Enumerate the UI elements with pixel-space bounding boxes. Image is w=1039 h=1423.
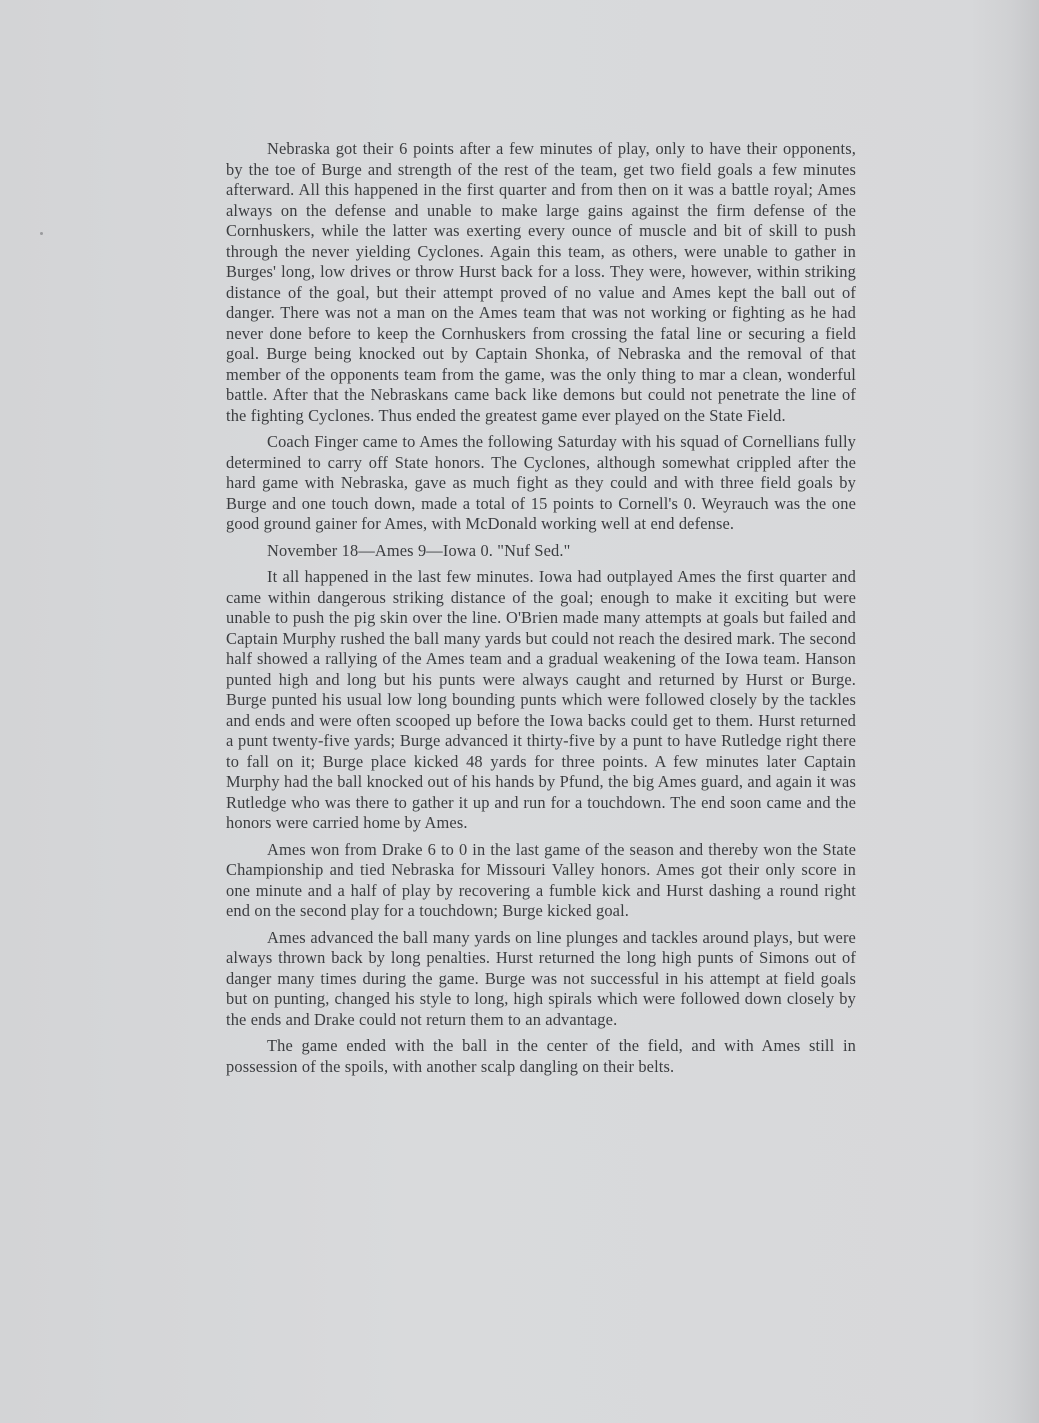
- article-body: [226, 139, 856, 1077]
- page-edge-shadow: [969, 0, 1039, 1423]
- paragraph-drake-details: Ames advanced the ball many yards on line plunges and tackles around plays, but were always thrown back by long penalties. Hurst returned the long high punts of Simons out of danger many times during the game. Burge was not successful in his attempt at field goals but on punting, changed his style to long, high spirals which were followed down closely by the ends and Drake could not return them to an advantage.: [226, 927, 856, 1029]
- paragraph-cornell-game: Coach Finger came to Ames the following Saturday with his squad of Cornellians fully determined to carry off State honors. The Cyclones, although somewhat crippled after the hard game with Nebraska, gave as much fight as they could and with three field goals by Burge and one touch down, made a total of 15 points to Cornell's 0. Weyrauch was the one good ground gainer for Ames, with McDonald working well at end defense.: [226, 432, 856, 533]
- paragraph-nebraska-game: Nebraska got their 6 points after a few minutes of play, only to have their opponents, by the toe of Burge and strength of the rest of the team, get two field goals a few minutes afterward. All this happened in the first quarter and from then on it was a battle royal; Ames always on the defense and unable to make large gains against the firm defense of the Cornhuskers, while the latter was exerting every ounce of muscle and bit of skill to push through the never yielding Cyclones. Again this team, as others, were unable to gather in Burges' long, low drives or throw Hurst back for a loss. They were, however, within striking distance of the goal, but their attempt proved of no value and Ames kept the ball out of danger. There was not a man on the Ames team that was not working or fighting as he had never done before to keep the Cornhuskers from crossing the fatal line or securing a field goal. Burge being knocked out by Captain Shonka, of Nebraska and the removal of that member of the opponents team from the game, was the only thing to mar a clean, wonderful battle. After that the Nebraskans came back like demons but could not penetrate the line of the fighting Cyclones. Thus ended the greatest game ever played on the State Field.: [226, 139, 856, 425]
- paragraph-drake-game: Ames won from Drake 6 to 0 in the last game of the season and thereby won the State Championship and tied Nebraska for Missouri Valley honors. Ames got their only score in one minute and a half of play by recovering a fumble kick and Hurst dashing a round right end on the second play for a touchdown; Burge kicked goal.: [226, 839, 856, 920]
- paragraph-conclusion: The game ended with the ball in the center of the field, and with Ames still in possession of the spoils, with another scalp dangling on their belts.: [226, 1036, 856, 1076]
- paragraph-iowa-score-heading: November 18—Ames 9—Iowa 0. "Nuf Sed.": [267, 540, 571, 560]
- margin-speck: [40, 232, 43, 235]
- paragraph-iowa-game: It all happened in the last few minutes. Iowa had outplayed Ames the first quarter and came within dangerous striking distance of the goal; enough to make it exciting but were unable to push the pig skin over the line. O'Brien made many attempts at goals but failed and Captain Murphy rushed the ball many yards but could not reach the desired mark. The second half showed a rallying of the Ames team and a gradual weakening of the Iowa team. Hanson punted high and long but his punts were always caught and returned by Hurst or Burge. Burge punted his usual low long bounding punts which were followed closely by the tackles and ends and were often scooped up before the Iowa backs could get to them. Hurst returned a punt twenty-five yards; Burge advanced it thirty-five by a punt to have Rutledge right there to fall on it; Burge place kicked 48 yards for three points. A few minutes later Captain Murphy had the ball knocked out of his hands by Pfund, the big Ames guard, and again it was Rutledge who was there to gather it up and run for a touchdown. The end soon came and the honors were carried home by Ames.: [226, 567, 856, 832]
